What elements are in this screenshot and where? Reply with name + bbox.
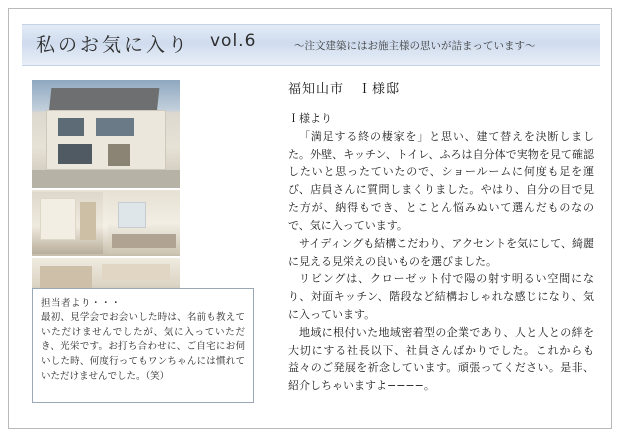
article-lead: Ｉ様より [288, 112, 332, 125]
header-subtitle: 〜注文建築にはお施主様の思いが詰まっています〜 [294, 40, 536, 52]
interior-corridor-photo [32, 192, 103, 254]
window-shape [58, 118, 84, 136]
article-body [288, 110, 594, 395]
door-shape [108, 144, 130, 166]
exterior-photo [32, 80, 180, 188]
staff-note-box [32, 288, 254, 403]
counter-shape [112, 234, 176, 248]
staff-note-body: 最初、見学会でお会いした時は、名前も教えていただけませんでしたが、気に入っていただき、光栄です。お打ち合わせに、ご自宅にお伺いした時、何度行ってもワンちゃんには慣れていただけませんでした。（笑） [41, 312, 245, 382]
window-shape [118, 202, 146, 228]
living-room-photo [108, 192, 180, 254]
door-shape [80, 202, 96, 240]
cabinet-shape [102, 264, 170, 280]
client-name: 福知山市 Ｉ様邸 [288, 82, 401, 97]
staff-note-title: 担当者より・・・ [41, 298, 122, 309]
article-paragraph: 「満足する終の棲家を」と思い、建て替えを決断しました。外壁、キッチン、トイレ、ふろは自分体で実物を見て確認したいと思ったていたので、ショールームに何度も足を運び、店員さんに質問しまくりました。やはり、自分の目で見た方が、納得もでき、とことん悩みぬいて選んだものなので、気に入っています。 [288, 129, 594, 232]
volume-label: vol.6 [210, 31, 257, 51]
window-shape [58, 144, 92, 164]
article-paragraph: リビングは、クローゼット付で陽の射す明るい空間になり、対面キッチン、階段など結構おしゃれな感じになり、気に入っています。 [288, 272, 594, 321]
page-title: 私のお気に入り [36, 34, 191, 56]
wall-shape [40, 198, 76, 240]
ground-shape [32, 170, 180, 188]
article-paragraph: サイディングも結構こだわり、アクセントを気にして、綺麗に見える見栄えの良いものを選びました。 [288, 236, 594, 268]
window-shape [96, 118, 134, 136]
article-paragraph: 地域に根付いた地域密着型の企業であり、人と人との絆を大切にする社長以下、社員さんばかりでした。これからも益々のご発展を祈念しています。頑張ってください。是非、紹介しちゃいますよ−−−−。 [288, 325, 594, 393]
